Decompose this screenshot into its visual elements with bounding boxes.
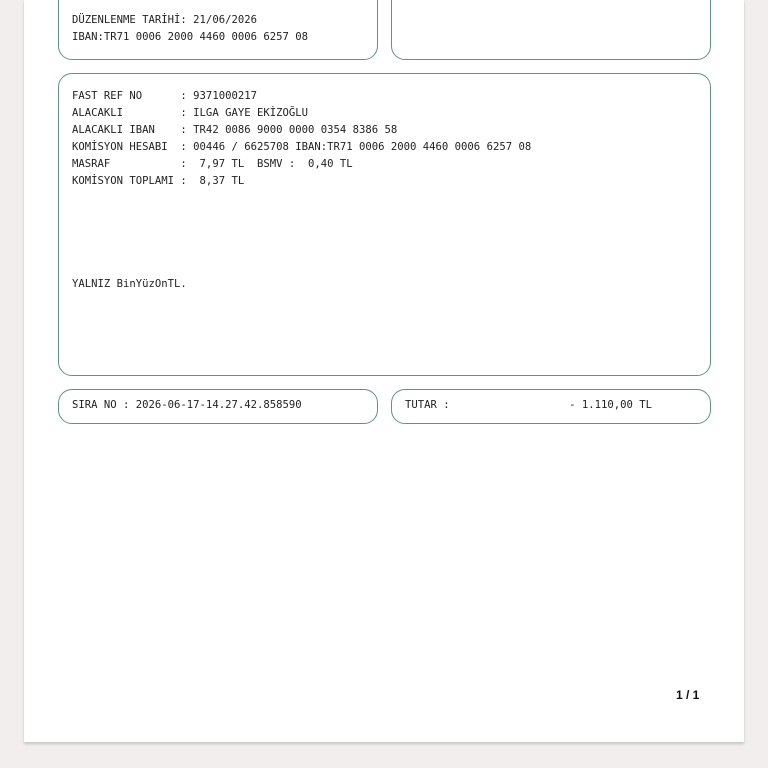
recipient-iban-line: ALACAKLI IBAN : TR42 0086 9000 0000 0354 8386 58 [72,124,398,136]
issue-date-line: DÜZENLENME TARİHİ: 21/06/2026 [72,14,257,26]
amount-label: TUTAR : [405,399,450,411]
recipient-line: ALACAKLI : ILGA GAYE EKİZOĞLU [72,107,308,119]
amount-in-words: YALNIZ BinYüzOnTL. [72,278,187,290]
sequence-number-box [58,389,378,424]
transfer-details-lines [72,88,531,190]
fee-line: MASRAF : 7,97 TL BSMV : 0,40 TL [72,158,353,170]
amount-box [391,389,711,424]
sequence-number: SIRA NO : 2026-06-17-14.27.42.858590 [72,399,302,411]
commission-account-line: KOMİSYON HESABI : 00446 / 6625708 IBAN:TR71 0006 2000 4460 0006 6257 08 [72,141,532,153]
empty-info-box [391,0,711,60]
account-iban-line: IBAN:TR71 0006 2000 4460 0006 6257 08 [72,31,308,43]
amount-value: - 1.110,00 TL [569,399,652,411]
document-page [24,0,744,742]
issue-info-lines [72,12,308,46]
commission-total-line: KOMİSYON TOPLAMI : 8,37 TL [72,175,245,187]
transfer-details-box [58,73,711,376]
page-number: 1 / 1 [676,688,700,702]
fast-ref-line: FAST REF NO : 9371000217 [72,90,257,102]
issue-info-box [58,0,378,60]
